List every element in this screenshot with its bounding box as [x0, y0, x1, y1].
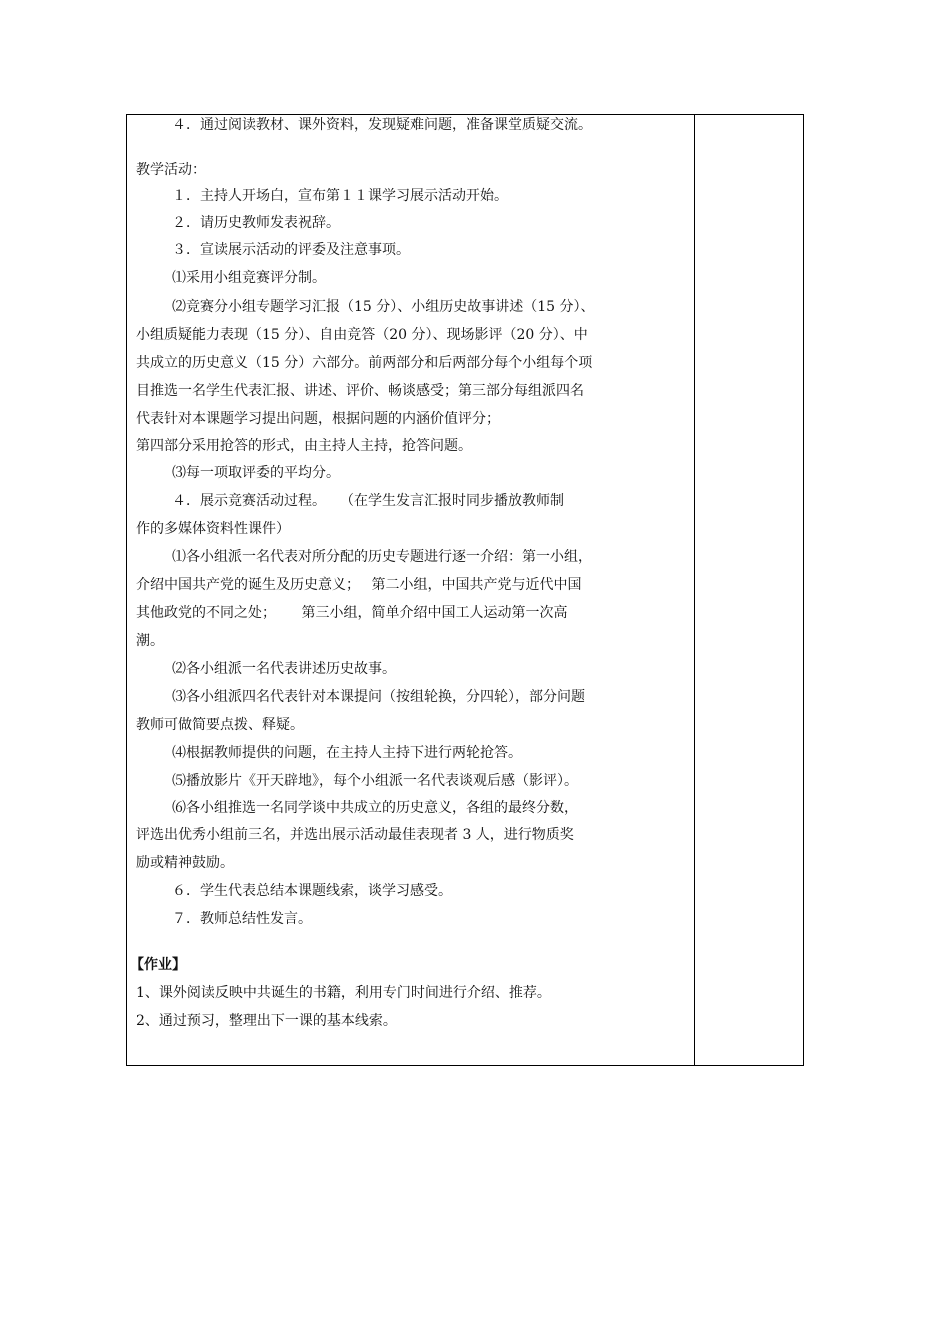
text-line: 潮。	[136, 633, 164, 649]
text-line: ⑶每一项取评委的平均分。	[172, 465, 340, 481]
text-line: 代表针对本课题学习提出问题，根据问题的内涵价值评分；	[136, 411, 500, 427]
text-line: 教师可做简要点拨、释疑。	[136, 717, 304, 733]
text-line: １．主持人开场白，宣布第１１课学习展示活动开始。	[172, 188, 508, 204]
text-line: ７．教师总结性发言。	[172, 911, 312, 927]
text-line: 小组质疑能力表现（15 分）、自由竞答（20 分）、现场影评（20 分）、中	[136, 327, 588, 343]
text-line: ⑴各小组派一名代表对所分配的历史专题进行逐一介绍：第一小组，	[172, 549, 592, 565]
text-line: 其他政党的不同之处； 第三小组，简单介绍中国工人运动第一次高	[136, 605, 568, 621]
text-line: 共成立的历史意义（15 分）六部分。前两部分和后两部分每个小组每个项	[136, 355, 593, 371]
homework-heading: 【作业】	[130, 957, 186, 973]
text-line: ⑵各小组派一名代表讲述历史故事。	[172, 661, 396, 677]
homework-item: 2、通过预习，整理出下一课的基本线索。	[136, 1013, 397, 1029]
column-divider	[694, 114, 695, 1066]
text-line: ３．宣读展示活动的评委及注意事项。	[172, 242, 410, 258]
text-line: 介绍中国共产党的诞生及历史意义； 第二小组，中国共产党与近代中国	[136, 577, 582, 593]
text-line: ⑹各小组推选一名同学谈中共成立的历史意义，各组的最终分数，	[172, 800, 578, 816]
text-line: ⑶各小组派四名代表针对本课提问（按组轮换，分四轮），部分问题	[172, 689, 585, 705]
text-line: 评选出优秀小组前三名，并选出展示活动最佳表现者 3 人，进行物质奖	[136, 827, 574, 843]
text-line: 第四部分采用抢答的形式，由主持人主持，抢答问题。	[136, 438, 472, 454]
text-line: 作的多媒体资料性课件）	[136, 521, 290, 537]
text-line: ⑵竞赛分小组专题学习汇报（15 分）、小组历史故事讲述（15 分）、	[172, 299, 595, 315]
text-line: ４．展示竞赛活动过程。 （在学生发言汇报时同步播放教师制	[172, 493, 564, 509]
text-line: ６．学生代表总结本课题线索，谈学习感受。	[172, 883, 452, 899]
text-line: ４．通过阅读教材、课外资料，发现疑难问题，准备课堂质疑交流。	[172, 117, 592, 133]
text-line: ⑸播放影片《开天辟地》，每个小组派一名代表谈观后感（影评）。	[172, 773, 578, 789]
text-line: 目推选一名学生代表汇报、讲述、评价、畅谈感受；第三部分每组派四名	[136, 383, 584, 399]
text-line: ２．请历史教师发表祝辞。	[172, 215, 340, 231]
text-line: 励或精神鼓励。	[136, 855, 234, 871]
homework-item: 1、课外阅读反映中共诞生的书籍，利用专门时间进行介绍、推荐。	[136, 985, 551, 1001]
section-label: 教学活动：	[136, 162, 206, 178]
text-line: ⑴采用小组竞赛评分制。	[172, 270, 326, 286]
text-line: ⑷根据教师提供的问题，在主持人主持下进行两轮抢答。	[172, 745, 522, 761]
